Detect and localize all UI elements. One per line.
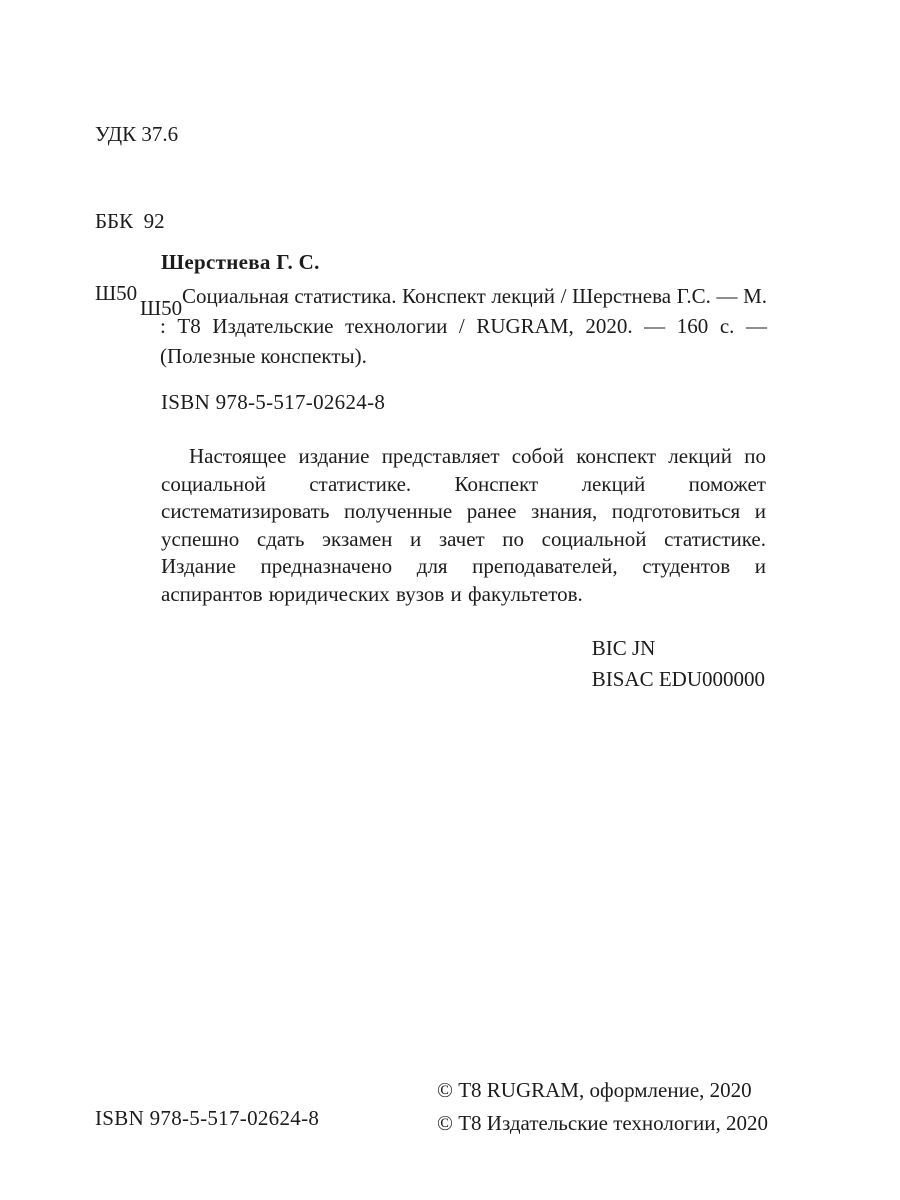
catalog-code-top: Ш50: [140, 296, 183, 320]
footer-isbn-number: ISBN 978-5-517-02624-8: [95, 1106, 320, 1130]
catalog-code: Ш50: [95, 281, 138, 305]
copyright-line-2: © Т8 Издательские технологии, 2020: [437, 1111, 768, 1135]
author-name: Шерстнева Г. С.: [161, 250, 320, 274]
annotation-text: Настоящее издание представляет собой конспект лекций по социальной статистике. Конспект лекций поможет систематизировать полученные ранее знания, подготовиться и успешно сдать экзамен и зачет по социальной статистике. Издание предназначено для преподавателей, студентов и аспирантов юридических вузов и факультетов.: [161, 444, 766, 606]
copyright-block: [437, 1074, 768, 1140]
bic-code: BIC JN: [591, 636, 656, 660]
bbk-code: ББК 92: [95, 209, 165, 233]
copyright-line-1: © Т8 RUGRAM, оформление, 2020: [437, 1078, 752, 1102]
classification-codes: [592, 633, 765, 695]
bibliographic-entry: Социальная статистика. Конспект лекций / Шерстнева Г.С. — М. : Т8 Издательские технологии / RUGRAM, 2020. — 160 с. — (Полезные конспекты).: [160, 284, 767, 368]
bisac-code: BISAC EDU000000: [591, 667, 765, 691]
isbn-number: ISBN 978-5-517-02624-8: [161, 390, 386, 414]
bibliographic-block: [95, 281, 767, 371]
udk-code: УДК 37.6: [95, 122, 179, 146]
